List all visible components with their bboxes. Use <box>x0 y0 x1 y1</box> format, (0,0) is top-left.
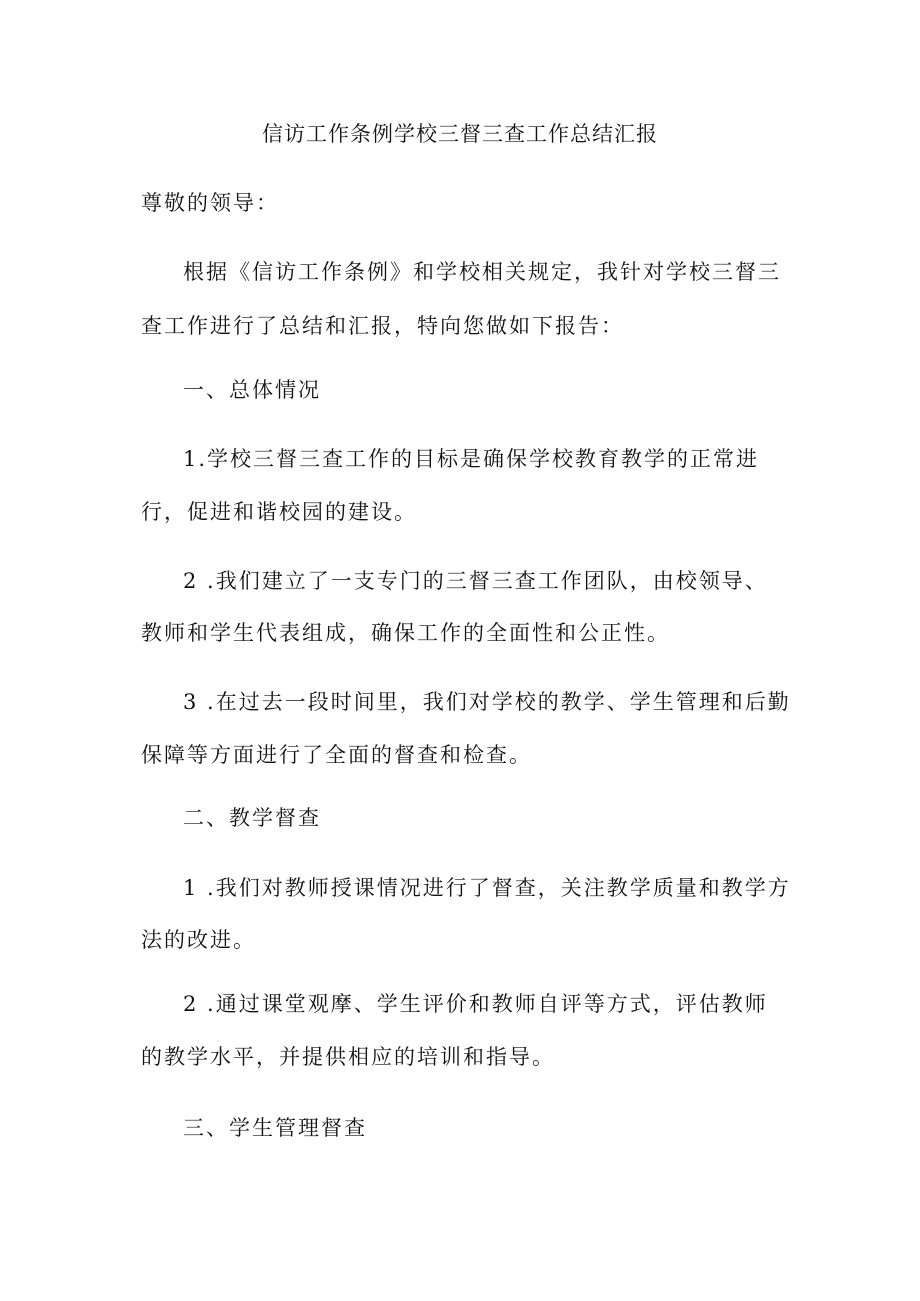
section-2-item-2-line-2: 的教学水平，并提供相应的培训和指导。 <box>141 1045 555 1069</box>
section-1-item-3-line-2: 保障等方面进行了全面的督查和检查。 <box>141 743 532 767</box>
section-heading-3: 三、学生管理督查 <box>183 1116 367 1140</box>
section-2-item-2-line-1: 2 .通过课堂观摩、学生评价和教师自评等方式，评估教师 <box>183 992 768 1016</box>
section-heading-2: 二、教学督查 <box>183 806 321 830</box>
section-1-item-2-line-2: 教师和学生代表组成，确保工作的全面性和公正性。 <box>141 621 670 645</box>
section-1-item-1-line-2: 行，促进和谐校园的建设。 <box>141 500 417 524</box>
section-1-item-1-line-1: 1.学校三督三查工作的目标是确保学校教育教学的正常进 <box>183 447 760 471</box>
section-2-item-1-line-2: 法的改进。 <box>141 928 256 952</box>
intro-line-2: 查工作进行了总结和汇报，特向您做如下报告： <box>141 314 624 338</box>
intro-line-1: 根据《信访工作条例》和学校相关规定，我针对学校三督三 <box>183 260 781 284</box>
section-heading-1: 一、总体情况 <box>183 378 321 402</box>
section-2-item-1-line-1: 1 .我们对教师授课情况进行了督查，关注教学质量和教学方 <box>183 876 791 900</box>
salutation: 尊敬的领导： <box>141 191 279 215</box>
section-1-item-3-line-1: 3 .在过去一段时间里，我们对学校的教学、学生管理和后勤 <box>183 690 791 714</box>
document-title: 信访工作条例学校三督三查工作总结汇报 <box>262 122 658 146</box>
section-1-item-2-line-1: 2 .我们建立了一支专门的三督三查工作团队，由校领导、 <box>183 569 768 593</box>
